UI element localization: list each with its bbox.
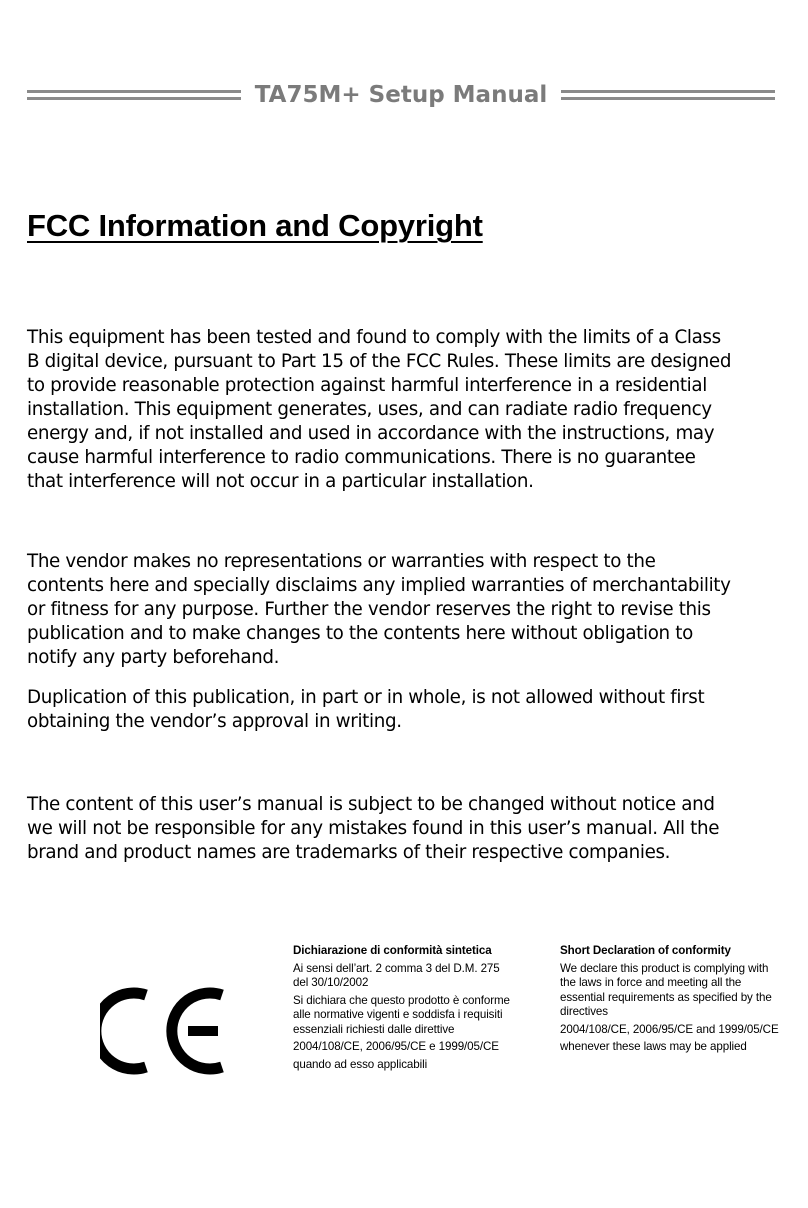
content-paragraph: The content of this user’s manual is subject to be changed without notice and we will not be responsible for any mistakes found in this user’s manual. All the brand and product names are trademarks of their respective companies. xyxy=(27,794,720,863)
header-rule-left xyxy=(27,90,241,100)
warranty-paragraph: The vendor makes no representations or warranties with respect to the contents here and specially disclaims any implied warranties of merchantability or fitness for any purpose. Further the vendor reserves the right to revise this publication and to make changes to the contents here without obligation to notify any party beforehand. xyxy=(27,551,731,668)
declaration-italian-line: 2004/108/CE, 2006/95/CE e 1999/05/CE xyxy=(293,1040,499,1053)
header-title: TA75M+ Setup Manual xyxy=(254,82,548,108)
duplication-paragraph: Duplication of this publication, in part or in whole, is not allowed without first obtaining the vendor’s approval in writing. xyxy=(27,687,705,732)
declaration-italian xyxy=(293,944,513,1075)
declaration-italian-line: Si dichiara che questo prodotto è conforme alle normative vigenti e soddisfa i requisiti essenziali richiesti dalle direttive xyxy=(293,993,510,1036)
declaration-english-line: 2004/108/CE, 2006/95/CE and 1999/05/CE xyxy=(560,1022,779,1036)
declaration-italian-heading: Dichiarazione di conformità sintetica xyxy=(293,944,492,957)
declaration-italian-line: quando ad esso applicabili xyxy=(293,1057,428,1071)
declaration-english-line: whenever these laws may be applied xyxy=(560,1040,747,1053)
declaration-english-line: We declare this product is complying with the laws in force and meeting all the essential requirements as specified by the directives xyxy=(560,961,772,1018)
fcc-paragraph: This equipment has been tested and found to comply with the limits of a Class B digital device, pursuant to Part 15 of the FCC Rules. These limits are designed to provide reasonable protection against harmful interference in a residential installation. This equipment generates, uses, and can radiate radio frequency energy and, if not installed and used in accordance with the instructions, may cause harmful interference to radio communications. There is no guarantee that interference will not occur in a particular installation. xyxy=(27,327,732,492)
header-rule-right xyxy=(561,90,775,100)
ce-mark-icon xyxy=(100,985,228,1077)
declaration-english-heading: Short Declaration of conformity xyxy=(560,944,731,957)
page-header xyxy=(27,80,775,110)
page-title: FCC Information and Copyright xyxy=(27,208,483,243)
declaration-english xyxy=(560,944,786,1058)
declaration-italian-line: Ai sensi dell’art. 2 comma 3 del D.M. 275 del 30/10/2002 xyxy=(293,961,500,989)
